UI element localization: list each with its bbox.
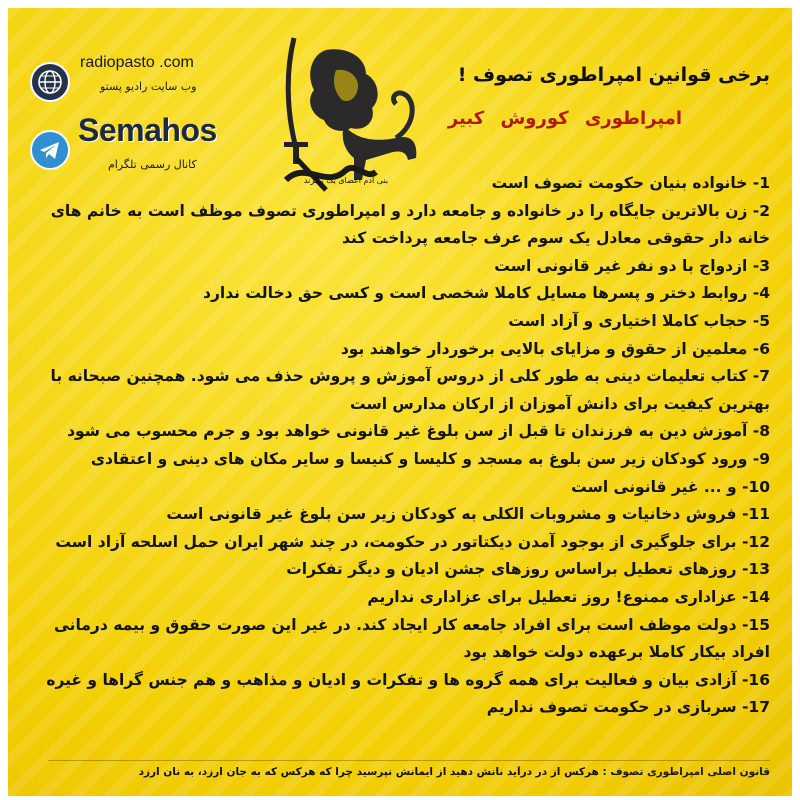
rules-list bbox=[30, 170, 770, 722]
poster bbox=[8, 8, 792, 796]
rule-item: 4- روابط دختر و پسرها مسایل کاملا شخصی است و کسی حق دخالت ندارد bbox=[203, 284, 770, 303]
emblem-caption: بنی آدم اعضای یک پیکرند bbox=[303, 176, 389, 185]
site-subtitle: وب سایت رادیو پستو bbox=[100, 80, 197, 93]
footer-label: قانون اصلی امپراطوری تصوف : bbox=[602, 766, 770, 778]
footer-text: هرکس از در درآید نانش دهید از ایمانش نپرسید چرا که هرکس که به جان ارزد، به نان ارزد bbox=[138, 766, 599, 778]
page-title: برخی قوانین امپراطوری تصوف ! bbox=[457, 64, 770, 86]
page-subtitle: امپراطوری کوروش کبیر bbox=[447, 108, 682, 129]
rule-item: 10- و ... غیر قانونی است bbox=[571, 477, 770, 496]
rule-item: 7- کتاب تعلیمات دینی به طور کلی از دروس آموزش و پروش حذف می شود. همچنین صبحانه با بهترین کیفیت برای دانش آموزان از ارکان مدارس است bbox=[50, 367, 770, 413]
footer bbox=[30, 766, 770, 778]
rule-item: 16- آزادی بیان و فعالیت برای همه گروه ها و تفکرات و ادیان و مذاهب و هم جنس گراها و غیره bbox=[46, 670, 770, 689]
rule-item: 14- عزاداری ممنوع! روز تعطیل برای عزاداری نداریم bbox=[367, 587, 770, 606]
brand-subtitle: کانال رسمی تلگرام bbox=[108, 158, 197, 171]
rule-item: 13- روزهای تعطیل براساس روزهای جشن ادیان و دیگر تفکرات bbox=[286, 560, 770, 579]
rule-item: 9- ورود کودکان زیر سن بلوغ به مسجد و کلیسا و کنیسا و سایر مکان های دینی و اعتقادی bbox=[90, 449, 770, 468]
globe-icon bbox=[30, 62, 70, 102]
rule-item: 11- فروش دخانیات و مشروبات الکلی به کودکان زیر سن بلوغ غیر قانونی است bbox=[166, 505, 770, 524]
rule-item: 17- سربازی در حکومت تصوف نداریم bbox=[486, 698, 770, 717]
rule-item: 1- خانواده بنیان حکومت تصوف است bbox=[491, 174, 770, 192]
rule-item: 8- آموزش دین به فرزندان تا قبل از سن بلوغ غیر قانونی خواهد بود و جرم محسوب می شود bbox=[67, 422, 770, 441]
telegram-icon bbox=[30, 130, 70, 170]
footer-divider bbox=[48, 760, 770, 761]
rule-item: 5- حجاب کاملا اختیاری و آزاد است bbox=[508, 311, 770, 330]
rule-item: 6- معلمین از حقوق و مزایای بالایی برخوردار خواهند بود bbox=[340, 339, 770, 358]
brand-name: Semahos bbox=[78, 112, 217, 148]
site-url: radiopasto .com bbox=[80, 54, 194, 71]
rule-item: 2- زن بالاترین جایگاه را در خانواده و جامعه دارد و امپراطوری تصوف موظف است به خانم های خانه دار حقوقی معادل یک سوم عرف جامعه پرداخت کند bbox=[50, 201, 770, 248]
rule-item: 12- برای جلوگیری از بوجود آمدن دیکتاتور در حکومت، در چند شهر ایران حمل اسلحه آزاد است bbox=[55, 532, 770, 551]
rule-item: 15- دولت موظف است برای افراد جامعه کار ایجاد کند. در غیر این صورت حقوق و بیمه درمانی افراد بیکار کاملا برعهده دولت خواهد بود bbox=[54, 615, 770, 662]
rule-item: 3- ازدواج با دو نفر غیر قانونی است bbox=[494, 256, 770, 275]
